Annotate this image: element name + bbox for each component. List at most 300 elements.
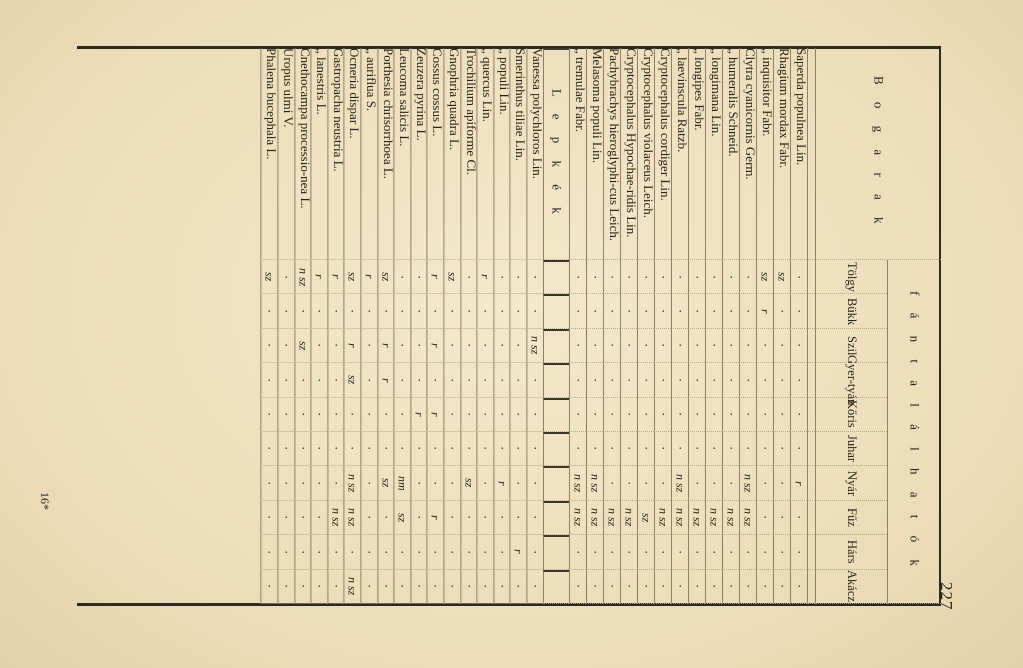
moths-value: · <box>360 570 377 604</box>
beetles-value: · <box>739 294 756 328</box>
moths-value: · <box>460 535 477 569</box>
tree-header-5: Juhar <box>815 432 887 466</box>
moths-value: · <box>394 535 411 569</box>
moths-value: · <box>394 260 411 294</box>
tree-header-1: Bükk <box>815 294 887 328</box>
beetles-value: · <box>654 329 671 363</box>
moths-value: · <box>344 294 361 328</box>
beetles-value: · <box>739 260 756 294</box>
beetles-value: · <box>586 570 603 604</box>
moths-value: · <box>278 466 295 500</box>
moths-value: · <box>510 432 527 466</box>
moths-value: · <box>394 294 411 328</box>
moths-value: n sz <box>294 260 311 294</box>
beetles-value: · <box>705 432 722 466</box>
moths-value: · <box>460 398 477 432</box>
moths-value: · <box>294 363 311 397</box>
beetles-value: · <box>637 398 654 432</box>
moths-name: „ populi Lin. <box>493 48 510 260</box>
moths-value: · <box>294 466 311 500</box>
beetles-value: · <box>722 570 739 604</box>
moths-name: Uropus ulmi V. <box>278 48 295 260</box>
beetles-value: n sz <box>688 501 705 535</box>
moths-value: · <box>443 535 460 569</box>
moths-value: · <box>311 501 328 535</box>
beetles-value: · <box>739 570 756 604</box>
moths-value: · <box>510 501 527 535</box>
beetles-value: · <box>705 260 722 294</box>
moths-value: r <box>427 329 444 363</box>
moths-name: „ quercus Lin. <box>477 48 494 260</box>
beetles-value: · <box>739 432 756 466</box>
beetles-value: · <box>671 398 688 432</box>
beetles-name: „ laevinscula Ratzb. <box>671 48 688 260</box>
moths-value: · <box>278 294 295 328</box>
beetles-value: · <box>620 398 637 432</box>
moths-value: · <box>493 501 510 535</box>
beetles-value: · <box>654 432 671 466</box>
moths-value: · <box>477 329 494 363</box>
moths-name: „ lanestris L. <box>311 48 328 260</box>
moths-value: · <box>278 329 295 363</box>
moths-value: · <box>477 570 494 604</box>
beetles-value: · <box>637 294 654 328</box>
tree-header-0: Tölgy <box>815 260 887 294</box>
beetles-value: · <box>569 432 586 466</box>
moths-value: · <box>493 570 510 604</box>
moths-value: · <box>327 294 344 328</box>
beetles-value: n sz <box>586 501 603 535</box>
tree-header-3: Gyer-tyán <box>815 363 887 397</box>
moths-value: · <box>443 432 460 466</box>
beetles-value: · <box>722 535 739 569</box>
moths-value: · <box>261 501 278 535</box>
beetles-value: · <box>671 535 688 569</box>
beetles-value: · <box>688 535 705 569</box>
beetles-name: „ longimana Lin. <box>705 48 722 260</box>
beetles-value: · <box>620 570 637 604</box>
moths-value: · <box>360 466 377 500</box>
moths-value: · <box>493 363 510 397</box>
beetles-name: „ inquisitor Fabr. <box>756 48 773 260</box>
moths-value: · <box>394 432 411 466</box>
beetles-value: · <box>739 329 756 363</box>
beetles-value: n sz <box>705 501 722 535</box>
beetles-name: Clytra cyanicornis Germ. <box>739 48 756 260</box>
beetles-value: · <box>739 398 756 432</box>
moths-value: · <box>443 570 460 604</box>
beetles-value: · <box>688 432 705 466</box>
beetles-value: · <box>722 363 739 397</box>
moths-value: · <box>311 432 328 466</box>
moths-value: sz <box>294 329 311 363</box>
moths-value: · <box>460 432 477 466</box>
beetles-value: · <box>586 363 603 397</box>
beetles-value: · <box>722 294 739 328</box>
moths-value: · <box>360 363 377 397</box>
beetles-value: · <box>569 363 586 397</box>
moths-value: · <box>311 363 328 397</box>
moths-value: · <box>443 466 460 500</box>
beetles-value: · <box>705 329 722 363</box>
beetles-value: n sz <box>620 501 637 535</box>
moths-value: · <box>261 294 278 328</box>
moths-value: · <box>510 294 527 328</box>
moths-name: Trochilium apiforme Cl. <box>460 48 477 260</box>
moths-value: · <box>443 398 460 432</box>
moths-value: n sz <box>327 501 344 535</box>
beetles-name: Melasoma populi Lin. <box>586 48 603 260</box>
moths-value: · <box>493 329 510 363</box>
moths-value: · <box>410 294 427 328</box>
moths-value: r <box>311 260 328 294</box>
beetles-value: n sz <box>569 466 586 500</box>
moths-value: · <box>410 432 427 466</box>
beetles-value: · <box>790 570 807 604</box>
moths-value: r <box>510 535 527 569</box>
tree-header-9: Akácz <box>815 570 887 604</box>
moths-value: · <box>460 363 477 397</box>
moths-value: · <box>477 398 494 432</box>
beetles-value: · <box>586 329 603 363</box>
tree-header-4: Kőris <box>815 398 887 432</box>
moths-value: sz <box>377 260 394 294</box>
header-span-label: f á n t a l á l h a t ó k <box>887 260 941 604</box>
moths-value: · <box>377 432 394 466</box>
moths-value: · <box>327 398 344 432</box>
moths-name: Phalena bucephala L. <box>261 48 278 260</box>
moths-value: · <box>311 329 328 363</box>
moths-table <box>78 48 938 604</box>
moths-value: · <box>493 535 510 569</box>
moths-value: · <box>477 535 494 569</box>
moths-value: · <box>526 432 543 466</box>
moths-value: · <box>477 294 494 328</box>
moths-value: nm <box>394 466 411 500</box>
beetles-value: · <box>756 466 773 500</box>
beetles-value: · <box>688 329 705 363</box>
beetles-value: · <box>586 535 603 569</box>
beetles-value: · <box>654 398 671 432</box>
moths-value: · <box>526 260 543 294</box>
beetles-value: · <box>722 398 739 432</box>
beetles-value: · <box>654 535 671 569</box>
beetles-value: · <box>756 363 773 397</box>
beetles-value: · <box>603 363 620 397</box>
group-title-lepkek: L e p k é k <box>543 48 569 260</box>
beetles-name: Cryptocephalus cordiger Lin. <box>654 48 671 260</box>
moths-value: sz <box>377 466 394 500</box>
moths-value: · <box>477 501 494 535</box>
beetles-value: · <box>756 570 773 604</box>
moths-value: · <box>360 329 377 363</box>
beetles-value: · <box>790 501 807 535</box>
moths-value: · <box>460 294 477 328</box>
moths-value: r <box>327 260 344 294</box>
beetles-value: · <box>722 329 739 363</box>
tree-header-8: Hárs <box>815 535 887 569</box>
moths-value: · <box>294 570 311 604</box>
moths-name: Leucoma salicis L. <box>394 48 411 260</box>
beetles-value: · <box>688 398 705 432</box>
beetles-value: · <box>739 535 756 569</box>
beetles-value: · <box>773 398 790 432</box>
moths-value: · <box>477 363 494 397</box>
moths-value: · <box>294 294 311 328</box>
beetles-value: · <box>722 432 739 466</box>
moths-value: · <box>493 294 510 328</box>
moths-value: · <box>427 466 444 500</box>
moths-value: · <box>510 260 527 294</box>
moths-value: · <box>510 398 527 432</box>
moths-value: · <box>443 363 460 397</box>
beetles-value: · <box>586 260 603 294</box>
moths-value: r <box>410 398 427 432</box>
moths-value: · <box>261 466 278 500</box>
moths-value: · <box>360 501 377 535</box>
moths-value: sz <box>261 260 278 294</box>
moths-value: · <box>427 363 444 397</box>
moths-value: · <box>327 466 344 500</box>
moths-name: Ocneria dispar L. <box>344 48 361 260</box>
moths-value: · <box>294 535 311 569</box>
moths-value: · <box>377 570 394 604</box>
beetles-value: · <box>705 294 722 328</box>
moths-value: · <box>443 329 460 363</box>
beetles-value: · <box>603 535 620 569</box>
beetles-value: · <box>688 570 705 604</box>
moths-value: · <box>410 363 427 397</box>
beetles-value: · <box>654 466 671 500</box>
moths-value: · <box>394 363 411 397</box>
moths-value: · <box>377 535 394 569</box>
beetles-value: · <box>637 363 654 397</box>
beetles-value: · <box>773 432 790 466</box>
moths-value: · <box>460 570 477 604</box>
moths-value: r <box>493 466 510 500</box>
beetles-value: · <box>603 570 620 604</box>
moths-value: · <box>278 398 295 432</box>
tree-header-7: Fűz <box>815 501 887 535</box>
moths-value: · <box>493 432 510 466</box>
beetles-value: · <box>705 466 722 500</box>
moths-value: · <box>311 570 328 604</box>
moths-value: r <box>427 398 444 432</box>
beetles-name: Cryptocephalus Hypochae-ridis Lin. <box>620 48 637 260</box>
moths-value: · <box>410 570 427 604</box>
beetles-value: · <box>688 363 705 397</box>
moths-value: · <box>510 363 527 397</box>
beetles-value: · <box>688 466 705 500</box>
moths-value: n sz <box>344 501 361 535</box>
moths-value: · <box>344 535 361 569</box>
beetles-value: · <box>773 570 790 604</box>
moths-value: · <box>394 570 411 604</box>
moths-value: · <box>410 329 427 363</box>
beetles-name: Saperda populnea Lin. <box>790 48 807 260</box>
beetles-value: · <box>637 329 654 363</box>
beetles-name: „ humeralis Schneid. <box>722 48 739 260</box>
beetles-value: · <box>620 329 637 363</box>
moths-value: sz <box>344 363 361 397</box>
moths-value: · <box>327 535 344 569</box>
beetles-value: sz <box>756 260 773 294</box>
moths-value: · <box>261 432 278 466</box>
beetles-value: · <box>756 432 773 466</box>
beetles-value: · <box>739 363 756 397</box>
moths-value: · <box>460 260 477 294</box>
beetles-value: · <box>773 466 790 500</box>
moths-value: · <box>443 294 460 328</box>
beetles-value: n sz <box>671 501 688 535</box>
moths-value: · <box>278 501 295 535</box>
moths-value: · <box>526 570 543 604</box>
moths-value: · <box>427 294 444 328</box>
beetles-value: · <box>671 294 688 328</box>
beetles-value: · <box>603 260 620 294</box>
beetles-name: Rhagium mordax Fabr. <box>773 48 790 260</box>
moths-value: sz <box>460 466 477 500</box>
moths-value: · <box>278 535 295 569</box>
beetles-value: · <box>637 260 654 294</box>
beetles-value: · <box>654 260 671 294</box>
beetles-value: · <box>688 260 705 294</box>
beetles-name: Cryptocephalus violaceus Leich. <box>637 48 654 260</box>
beetles-value: · <box>637 535 654 569</box>
moths-value: · <box>360 398 377 432</box>
page-number: 227 <box>937 582 956 611</box>
tree-header-6: Nyár <box>815 466 887 500</box>
moths-name: Gnophria quadra L. <box>443 48 460 260</box>
beetles-value: n sz <box>603 501 620 535</box>
moths-value: · <box>327 432 344 466</box>
beetles-value: n sz <box>569 501 586 535</box>
beetles-value: · <box>654 294 671 328</box>
moths-value: · <box>377 294 394 328</box>
moths-value: · <box>278 260 295 294</box>
moths-value: · <box>410 535 427 569</box>
moths-value: · <box>377 501 394 535</box>
beetles-value: · <box>569 570 586 604</box>
moths-value: · <box>443 501 460 535</box>
moths-value: · <box>493 398 510 432</box>
beetles-value: · <box>705 398 722 432</box>
moths-value: · <box>477 466 494 500</box>
moths-value: r <box>344 329 361 363</box>
moths-value: n sz <box>526 329 543 363</box>
beetles-value: · <box>671 432 688 466</box>
beetles-value: · <box>790 432 807 466</box>
beetles-value: · <box>790 398 807 432</box>
group-title-bogarak: B o g a r a k <box>815 48 941 260</box>
moths-value: n sz <box>344 570 361 604</box>
beetles-value: r <box>756 294 773 328</box>
beetles-value: · <box>705 363 722 397</box>
beetles-value: · <box>620 363 637 397</box>
beetles-value: · <box>790 260 807 294</box>
moths-value: · <box>510 466 527 500</box>
beetles-value: · <box>671 329 688 363</box>
beetles-value: n sz <box>739 466 756 500</box>
moths-value: · <box>394 398 411 432</box>
moths-value: · <box>278 432 295 466</box>
beetles-value: n sz <box>671 466 688 500</box>
beetles-value: · <box>790 294 807 328</box>
beetles-value: · <box>603 432 620 466</box>
beetles-value: · <box>654 570 671 604</box>
beetles-value: · <box>790 329 807 363</box>
beetles-value: · <box>671 570 688 604</box>
moths-value: · <box>360 535 377 569</box>
moths-value: r <box>377 329 394 363</box>
moths-value: sz <box>394 501 411 535</box>
beetles-value: n sz <box>739 501 756 535</box>
moths-value: · <box>477 432 494 466</box>
beetles-value: · <box>773 501 790 535</box>
beetles-value: · <box>756 398 773 432</box>
beetles-value: · <box>790 535 807 569</box>
beetles-value: · <box>756 501 773 535</box>
moths-value: · <box>278 570 295 604</box>
moths-value: · <box>261 535 278 569</box>
beetles-value: · <box>637 466 654 500</box>
moths-value: · <box>377 398 394 432</box>
tree-header-2: Szil <box>815 329 887 363</box>
moths-value: r <box>360 260 377 294</box>
moths-value: · <box>394 329 411 363</box>
moths-name: Smerinthus tiliae Lin. <box>510 48 527 260</box>
beetles-value: · <box>603 466 620 500</box>
beetles-value: · <box>620 535 637 569</box>
moths-value: · <box>427 570 444 604</box>
beetles-value: · <box>790 363 807 397</box>
moths-value: · <box>294 398 311 432</box>
beetles-value: · <box>756 535 773 569</box>
beetles-value: · <box>637 570 654 604</box>
beetles-value: sz <box>773 260 790 294</box>
moths-value: r <box>427 260 444 294</box>
beetles-value: · <box>569 294 586 328</box>
beetles-value: n sz <box>654 501 671 535</box>
beetles-value: · <box>756 329 773 363</box>
moths-value: · <box>261 363 278 397</box>
beetles-value: · <box>773 535 790 569</box>
beetles-value: · <box>603 329 620 363</box>
beetles-name: Pachybrachys hieroglyphi-cus Leich. <box>603 48 620 260</box>
moths-value: sz <box>344 260 361 294</box>
moths-value: · <box>261 329 278 363</box>
moths-value: · <box>427 432 444 466</box>
beetles-value: · <box>586 294 603 328</box>
moths-value: · <box>311 535 328 569</box>
moths-name: Cnethocampa processio-nea L. <box>294 48 311 260</box>
beetles-value: · <box>688 294 705 328</box>
moths-value: · <box>460 329 477 363</box>
moths-value: r <box>477 260 494 294</box>
beetles-value: · <box>773 363 790 397</box>
moths-value: · <box>526 398 543 432</box>
beetles-value: · <box>620 260 637 294</box>
beetles-value: · <box>722 466 739 500</box>
moths-value: · <box>327 570 344 604</box>
moths-name: Zeuzera pyrina L. <box>410 48 427 260</box>
beetles-value: · <box>586 432 603 466</box>
moths-value: · <box>327 363 344 397</box>
beetles-value: · <box>603 398 620 432</box>
beetles-value: n sz <box>722 501 739 535</box>
beetles-value: · <box>620 432 637 466</box>
beetles-value: · <box>705 570 722 604</box>
